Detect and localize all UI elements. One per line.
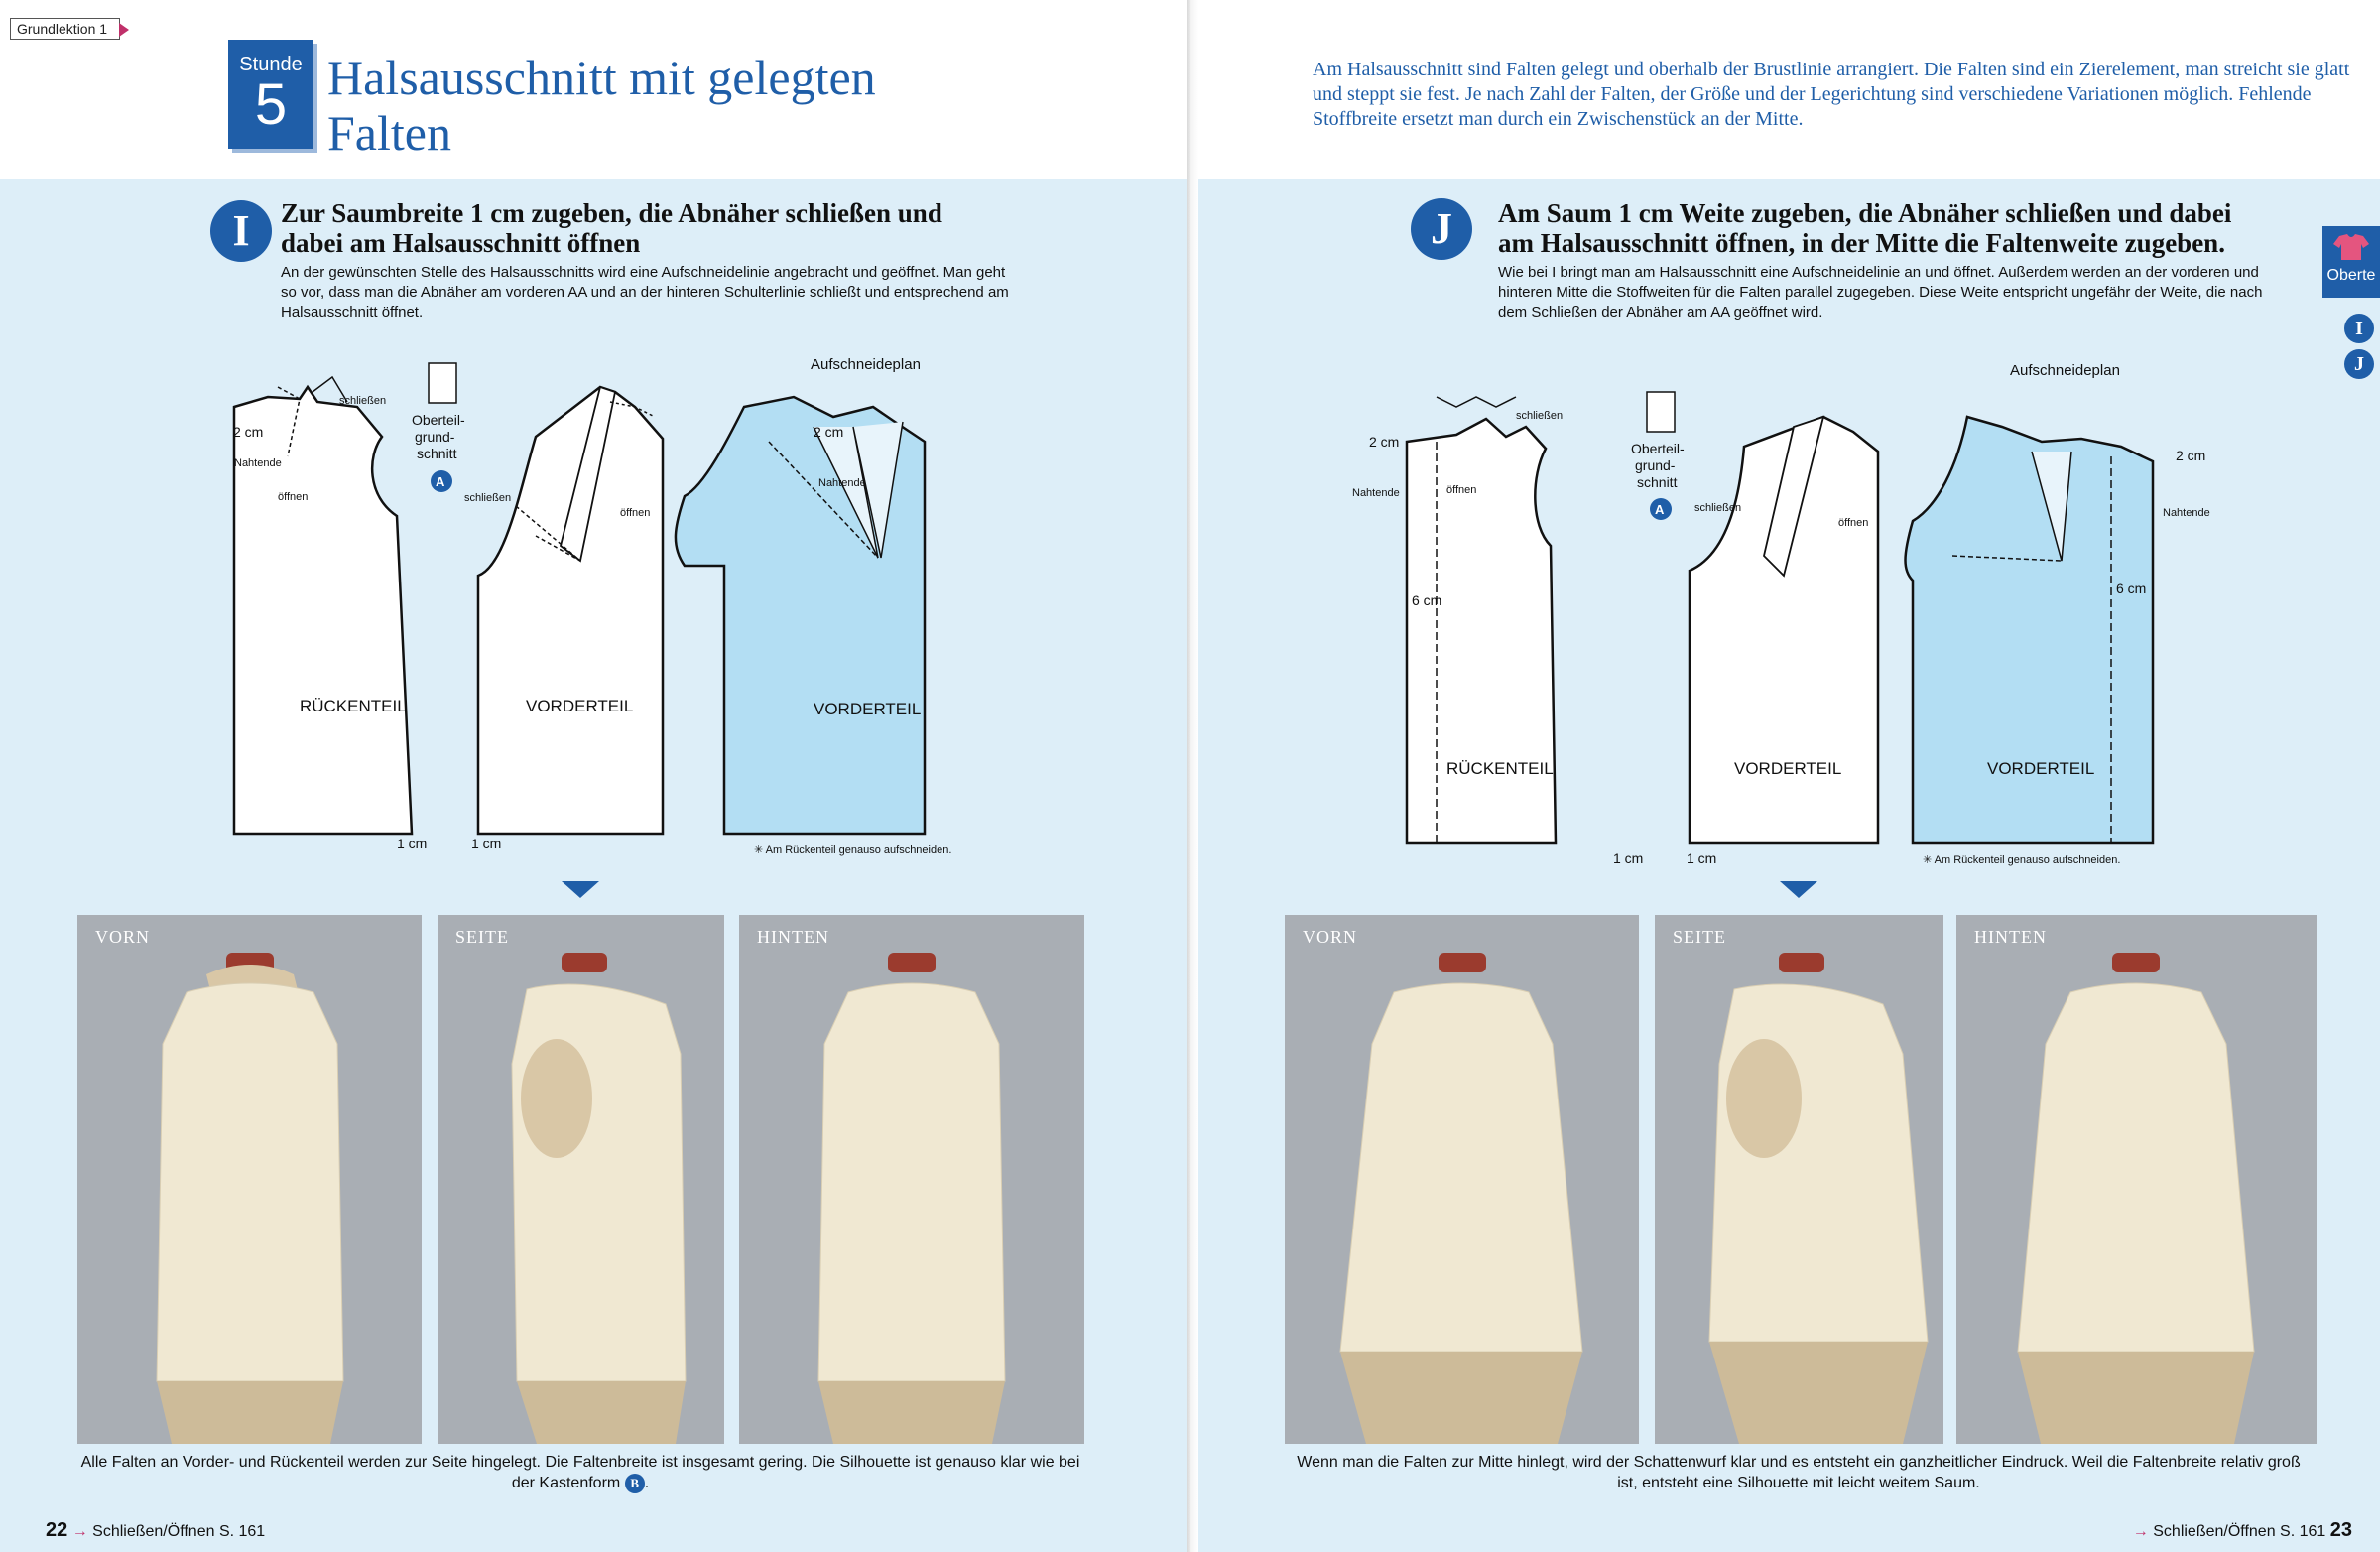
close-front-label: schließen [464,492,512,504]
six-cm-label: 6 cm [1412,592,1442,608]
mannequin-front-image [77,915,422,1444]
sidebar-tab-label: Oberte [2326,267,2376,284]
seam-end-label: Nahtende [1352,487,1400,499]
mannequin-back-image [1956,915,2317,1444]
footer-right [2133,1519,2352,1542]
photo-front-i [77,915,422,1444]
plan-two-cm-label: 2 cm [2176,448,2206,463]
front-hem-label: 1 cm [1687,850,1717,866]
mannequin-side-image [438,915,724,1444]
down-arrow-icon [562,881,599,898]
book-gutter [1187,0,1198,1552]
open-back-label: öffnen [278,491,309,503]
plan-six-cm-label: 6 cm [2116,581,2147,596]
page-number-left: 22 [46,1519,68,1541]
close-label: schließen [1516,410,1564,422]
plan-title: Aufschneideplan [811,356,921,373]
right-page [1198,0,2380,1552]
reference-icon [429,363,456,403]
reference-badge-letter: A [436,474,445,489]
photo-front-j [1285,915,1639,1444]
caption-ref-badge: B [625,1474,645,1493]
plan-two-cm-label: 2 cm [814,424,844,440]
plan-front-label: VORDERTEIL [814,700,922,718]
front-pattern-piece [478,387,663,834]
section-j-pattern-diagram [1347,357,2240,873]
caption-text: Alle Falten an Vorder- und Rückenteil werden zur Seite hingelegt. Die Faltenbreite ist insgesamt gering. Die Silhouette ist genauso klar wie bei der Kastenform [80,1454,1080,1491]
two-cm-label: 2 cm [233,424,264,440]
photo-label: SEITE [455,927,509,947]
front-label: VORDERTEIL [1734,759,1842,778]
page-title: Halsausschnitt mit gelegten Falten [327,50,876,161]
section-j-badge: J [1411,198,1472,260]
section-i-pattern-diagram [218,347,992,863]
photo-side-j [1655,915,1943,1444]
intro-text: Am Halsausschnitt sind Falten gelegt und oberhalb der Brustlinie arrangiert. Die Falten sind ein Zierelement, man streicht sie glatt und steppt sie fest. Je nach Zahl der Falten, der Größe und der Legerichtung sind verschiedene Variationen möglich. Fehlende Stoffbreite ersetzt man durch ein Zwischenstück an der Mitte. [1313,59,2350,130]
open-front-label: öffnen [620,507,651,519]
photo-back-i [739,915,1084,1444]
section-j-caption: Wenn man die Falten zur Mitte hinlegt, wird der Schattenwurf klar und es entsteht ein ganzheitlicher Eindruck. Weil die Faltenbreite relativ groß ist, entsteht eine Silhouette mit leicht weitem Saum. [1297,1454,2301,1491]
mannequin-side-image [1655,915,1943,1444]
sidebar-tab[interactable] [2322,226,2380,298]
photo-label: SEITE [1673,927,1726,947]
reference-label-1: Oberteil- [412,412,465,428]
front-label: VORDERTEIL [526,697,634,715]
section-i-title: Zur Saumbreite 1 cm zugeben, die Abnäher schließen und dabei am Halsausschnitt öffnen [281,198,942,258]
footer-left [46,1519,265,1542]
plan-front-label: VORDERTEIL [1987,759,2095,778]
lesson-tag: Grundlektion 1 [10,18,120,40]
reference-badge-letter: A [1655,502,1665,517]
section-j-title: Am Saum 1 cm Weite zugeben, die Abnäher schließen und dabei am Halsausschnitt öffnen, in der Mitte die Faltenweite zugeben. [1498,198,2232,258]
back-hem-label: 1 cm [397,836,428,851]
back-hem-label: 1 cm [1613,850,1644,866]
mannequin-back-image [739,915,1084,1444]
sidebar-item-i[interactable]: I [2344,314,2374,343]
photo-label: VORN [1303,927,1358,947]
section-j-body: Wie bei I bringt man am Halsausschnitt eine Aufschneidelinie an und öffnet. Außerdem werden an der vorderen und hinteren Mitte die Stoffweiten für die Falten parallel zugegeben. Diese Weite entspricht ungefähr der Weite, die nach dem Schließen der Abnäher am AA geöffnet wird. [1498,264,2263,321]
reference-label-2: grund- [1635,457,1676,473]
footer-reference-right[interactable]: Schließen/Öffnen S. 161 [2153,1523,2326,1540]
mannequin-front-image [1285,915,1639,1444]
plan-title: Aufschneideplan [2010,362,2120,379]
photo-label: HINTEN [1974,927,2047,947]
blouse-icon [2331,232,2371,262]
reference-icon [1647,392,1675,432]
plan-seam-end-label: Nahtende [818,477,866,489]
close-front-label: schließen [1694,502,1742,514]
plan-seam-end-label: Nahtende [2163,507,2210,519]
sidebar-item-j[interactable]: J [2344,349,2374,379]
lesson-number: 5 [254,72,288,137]
photo-side-i [438,915,724,1444]
arrow-right-icon: → [71,1523,88,1540]
front-hem-label: 1 cm [471,836,502,851]
footer-reference-left[interactable]: Schließen/Öffnen S. 161 [92,1523,266,1540]
arrow-right-icon: → [2132,1523,2149,1540]
plan-note: ✳ Am Rückenteil genauso aufschneiden. [1923,854,2121,866]
photo-label: HINTEN [757,927,829,947]
back-pattern-piece [234,387,412,834]
photo-back-j [1956,915,2317,1444]
reference-label-2: grund- [415,429,455,445]
reference-label-3: schnitt [1637,474,1678,490]
back-label: RÜCKENTEIL [1446,759,1554,778]
open-front-label: öffnen [1838,517,1869,529]
open-back-label: öffnen [1446,484,1477,496]
two-cm-label: 2 cm [1369,434,1400,450]
reference-label-1: Oberteil- [1631,441,1685,456]
section-i-caption: Alle Falten an Vorder- und Rückenteil werden zur Seite hingelegt. Die Faltenbreite ist insgesamt gering. Die Silhouette ist genauso klar wie bei der Kastenform B . [80,1454,1080,1491]
section-i-badge: I [210,200,272,262]
section-i-body: An der gewünschten Stelle des Halsausschnitts wird eine Aufschneidelinie angebracht und geöffnet. Man geht so vor, dass man die Abnäher am vorderen AA und an der hinteren Schulterlinie schließt und entsprechend am Halsausschnitt öffnet. [281,264,1009,321]
seam-end-label: Nahtende [234,457,282,469]
photo-label: VORN [95,927,151,947]
lesson-badge [228,40,313,149]
lesson-word: Stunde [239,54,303,75]
left-page [0,0,1187,1552]
close-label: schließen [339,395,387,407]
plan-note: ✳ Am Rückenteil genauso aufschneiden. [754,844,952,856]
back-label: RÜCKENTEIL [300,697,407,715]
page-number-right: 23 [2329,1519,2352,1541]
down-arrow-icon [1780,881,1817,898]
back-pattern-piece [1407,419,1556,843]
reference-label-3: schnitt [417,446,457,461]
